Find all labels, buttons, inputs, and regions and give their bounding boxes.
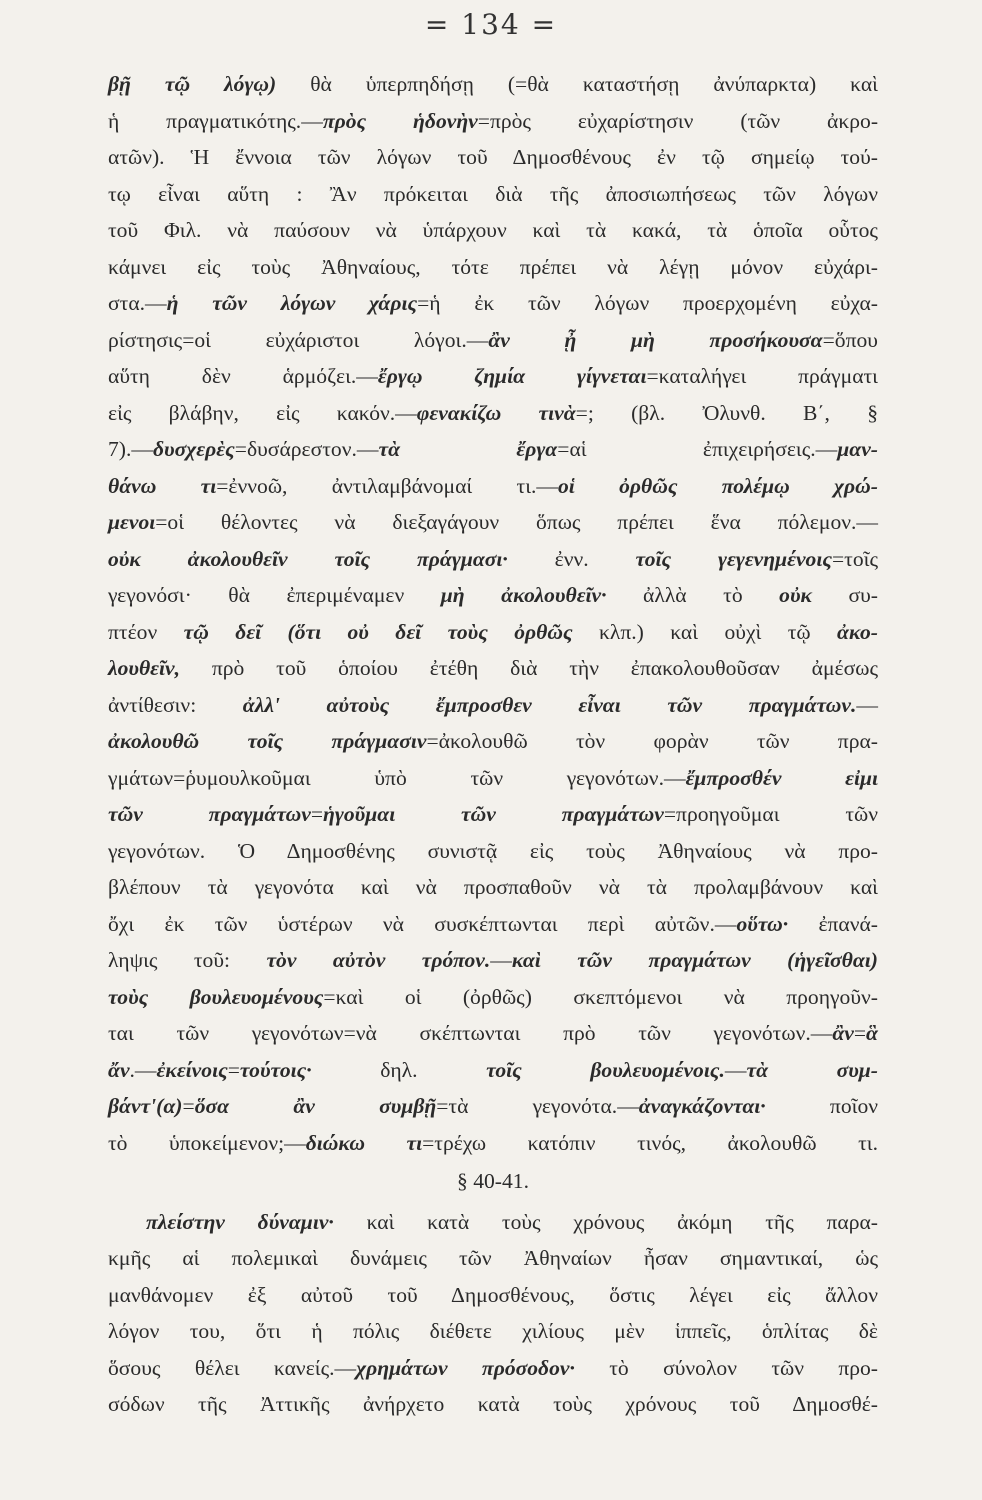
lemma-term: ἃ bbox=[866, 1021, 878, 1045]
text-line bbox=[108, 942, 878, 979]
lemma-term: πλείστην δύναμιν· bbox=[146, 1209, 334, 1234]
text-line bbox=[108, 906, 878, 943]
text-line bbox=[108, 1088, 878, 1125]
lemma-term: ἀλλ' αὐτοὺς ἔμπροσθεν εἶναι τῶν πραγμάτων. bbox=[242, 692, 857, 717]
text-line bbox=[108, 1313, 878, 1350]
lemma-term: τοὺς βουλευομένους bbox=[108, 984, 324, 1009]
gloss-text: — bbox=[724, 1057, 747, 1082]
text-line bbox=[108, 577, 878, 614]
text-line bbox=[108, 723, 878, 760]
gloss-text: =προηγοῦμαι τῶν bbox=[663, 802, 878, 826]
lemma-term: χρημάτων πρόσοδον· bbox=[356, 1355, 575, 1380]
gloss-text: — bbox=[490, 948, 512, 972]
gloss-text: =αἱ ἐπιχειρήσεις.— bbox=[557, 437, 838, 461]
text-line bbox=[108, 1240, 878, 1277]
lemma-term: ἂν bbox=[832, 1021, 854, 1045]
gloss-text: ἐπανά- bbox=[788, 911, 878, 936]
gloss-text: =καταλήγει πράγματι bbox=[646, 364, 878, 388]
lemma-term: διώκω τι bbox=[305, 1130, 423, 1155]
body-text bbox=[108, 66, 878, 1423]
gloss-text: 7).— bbox=[108, 437, 153, 461]
text-line bbox=[108, 358, 878, 395]
gloss-text: = bbox=[182, 1094, 195, 1118]
gloss-text: =τοῖς bbox=[832, 546, 879, 571]
gloss-text: — bbox=[856, 692, 878, 717]
lemma-term: βάντ'(α) bbox=[108, 1094, 183, 1118]
lemma-term: ἐκείνοις bbox=[156, 1057, 228, 1082]
gloss-text: =καὶ οἱ (ὀρθῶς) σκεπτόμενοι νὰ προηγοῦν- bbox=[323, 984, 879, 1009]
lemma-term: τῷ δεῖ (ὅτι οὐ δεῖ τοὺς ὀρθῶς bbox=[183, 619, 573, 644]
lemma-term: τοῖς βουλευομένοις. bbox=[486, 1057, 725, 1082]
text-line bbox=[108, 1350, 878, 1387]
lemma-term: πρὸς ἡδονὴν bbox=[322, 108, 478, 133]
gloss-text: ληψις τοῦ: bbox=[108, 948, 267, 972]
lemma-term: ἀκολουθῶ τοῖς πράγμασιν bbox=[108, 729, 427, 753]
lemma-term: μὴ ἀκολουθεῖν· bbox=[440, 583, 607, 607]
text-line bbox=[108, 1015, 878, 1052]
text-line bbox=[108, 66, 878, 103]
gloss-text: ρίστησις=οἱ εὐχάριστοι λόγοι.— bbox=[108, 327, 489, 352]
lemma-term: ἀκο- bbox=[837, 619, 878, 644]
lemma-term: οὐκ ἀκολουθεῖν τοῖς πράγμασι· bbox=[108, 546, 508, 571]
text-line bbox=[108, 1052, 878, 1089]
gloss-text: τὸ ὑποκείμενον;— bbox=[108, 1130, 306, 1155]
gloss-text: ἀντίθεσιν: bbox=[108, 692, 243, 717]
gloss-text: τὸ σύνολον τῶν προ- bbox=[574, 1355, 878, 1380]
gloss-text: κάμνει εἰς τοὺς Ἀθηναίους, τότε πρέπει νὰ λέγῃ μόνον εὐχάρι- bbox=[108, 254, 878, 279]
text-line bbox=[108, 1386, 878, 1423]
gloss-text: κλπ.) καὶ οὐχὶ τῷ bbox=[572, 619, 838, 644]
lemma-term: μαν- bbox=[837, 437, 878, 461]
gloss-text: πρὸ τοῦ ὁποίου ἐτέθη διὰ τὴν ἐπακολουθοῦσαν ἀμέσως bbox=[180, 656, 878, 680]
gloss-text: αὕτη δὲν ἁρμόζει.— bbox=[108, 364, 378, 388]
lemma-term: μενοι bbox=[108, 510, 156, 534]
gloss-text: = bbox=[227, 1057, 240, 1082]
lemma-term: οἱ ὀρθῶς πολέμῳ χρώ- bbox=[558, 473, 878, 498]
text-line bbox=[108, 468, 878, 505]
text-line bbox=[108, 212, 878, 249]
lemma-term: φενακίζω τινὰ bbox=[416, 400, 576, 425]
page-number: = 134 = bbox=[424, 8, 558, 41]
lemma-term: καὶ τῶν πραγμάτων (ἡγεῖσθαι) bbox=[511, 948, 878, 972]
gloss-text: =τρέχω κατόπιν τινός, ἀκολουθῶ τι. bbox=[422, 1130, 878, 1155]
gloss-text: καὶ κατὰ τοὺς χρόνους ἀκόμη τῆς παρα- bbox=[333, 1209, 878, 1234]
text-line bbox=[108, 139, 878, 176]
gloss-text: = bbox=[853, 1021, 867, 1045]
gloss-text: =δυσάρεστον.— bbox=[234, 437, 379, 461]
gloss-text: θὰ ὑπερπηδήσῃ (=θὰ καταστήσῃ ἀνύπαρκτα) καὶ bbox=[276, 72, 878, 96]
gloss-text: ὅσους θέλει κανείς.— bbox=[108, 1355, 357, 1380]
gloss-text: γεγονόσι· θὰ ἐπεριμέναμεν bbox=[108, 583, 441, 607]
gloss-text: =ἀκολουθῶ τὸν φορὰν τῶν πρα- bbox=[426, 729, 878, 753]
gloss-text: πτέον bbox=[108, 619, 184, 644]
gloss-text: στα.— bbox=[108, 291, 167, 315]
gloss-text: =ἐννοῶ, ἀντιλαμβάνομαί τι.— bbox=[216, 473, 558, 498]
lemma-term: οὐκ bbox=[779, 583, 812, 607]
lemma-term: τὰ συμ- bbox=[746, 1057, 878, 1082]
text-line bbox=[108, 687, 878, 724]
lemma-term: ἄν bbox=[108, 1057, 130, 1082]
text-line bbox=[108, 395, 878, 432]
gloss-text: γμάτων=ῥυμουλκοῦμαι ὑπὸ τῶν γεγονότων.— bbox=[108, 765, 686, 790]
commentary-paragraph-2 bbox=[108, 1204, 878, 1423]
lemma-term: βῇ τῷ λόγῳ) bbox=[108, 72, 277, 96]
text-line bbox=[108, 1125, 878, 1162]
gloss-text: σόδων τῆς Ἀττικῆς ἀνήρχετο κατὰ τοὺς χρόνους τοῦ Δημοσθέ- bbox=[108, 1392, 878, 1416]
gloss-text: τοῦ Φιλ. νὰ παύσουν νὰ ὑπάρχουν καὶ τὰ κακά, τὰ ὁποῖα οὗτος bbox=[108, 218, 878, 242]
lemma-term: ὅσα ἂν συμβῇ bbox=[194, 1094, 437, 1118]
text-line bbox=[108, 979, 878, 1016]
lemma-term: ἂν ᾖ μὴ προσήκουσα bbox=[488, 327, 823, 352]
gloss-text: ἀλλὰ τὸ bbox=[606, 583, 780, 607]
gloss-text: =πρὸς εὐχαρίστησιν (τῶν ἀκρο- bbox=[477, 108, 879, 133]
gloss-text: βλέπουν τὰ γεγονότα καὶ νὰ προσπαθοῦν νὰ τὰ προλαμβάνουν καὶ bbox=[108, 875, 878, 899]
lemma-term: ἡ τῶν λόγων χάρις bbox=[166, 291, 418, 315]
text-line bbox=[108, 1277, 878, 1314]
text-line bbox=[108, 431, 878, 468]
gloss-text: ται τῶν γεγονότων=νὰ σκέπτωνται πρὸ τῶν γεγονότων.— bbox=[108, 1021, 833, 1045]
lemma-term: ἡγοῦμαι τῶν πραγμάτων bbox=[323, 802, 664, 826]
lemma-term: τούτοις· bbox=[239, 1057, 312, 1082]
gloss-text: ατῶν). Ἡ ἔννοια τῶν λόγων τοῦ Δημοσθένους ἐν τῷ σημείῳ τού- bbox=[108, 145, 878, 169]
lemma-term: τοῖς γεγενημένοις bbox=[635, 546, 832, 571]
gloss-text: =τὰ γεγονότα.— bbox=[436, 1094, 639, 1118]
gloss-text: γεγονότων. Ὁ Δημοσθένης συνιστᾷ εἰς τοὺς Ἀθηναίους νὰ προ- bbox=[108, 838, 878, 863]
gloss-text: λόγον του, ὅτι ἡ πόλις διέθετε χιλίους μὲν ἱππεῖς, ὁπλίτας δὲ bbox=[108, 1319, 878, 1343]
text-line bbox=[108, 322, 878, 359]
gloss-text: ὄχι ἐκ τῶν ὑστέρων νὰ συσκέπτωνται περὶ αὐτῶν.— bbox=[108, 911, 737, 936]
gloss-text: εἰς βλάβην, εἰς κακόν.— bbox=[108, 400, 417, 425]
text-line bbox=[108, 796, 878, 833]
text-line bbox=[108, 103, 878, 140]
text-line bbox=[108, 650, 878, 687]
lemma-term: ἔμπροσθέν εἰμι bbox=[685, 765, 878, 790]
gloss-text: μανθάνομεν ἐξ αὐτοῦ τοῦ Δημοσθένους, ὅστις λέγει εἰς ἄλλον bbox=[108, 1282, 878, 1307]
gloss-text: κμῆς αἱ πολεμικαὶ δυνάμεις τῶν Ἀθηναίων ἦσαν σημαντικαί, ὡς bbox=[108, 1246, 878, 1270]
section-heading: § 40-41. bbox=[457, 1169, 529, 1193]
gloss-text: =ἡ ἐκ τῶν λόγων προερχομένη εὐχα- bbox=[417, 291, 878, 315]
text-line bbox=[108, 833, 878, 870]
gloss-text: δηλ. bbox=[311, 1057, 487, 1082]
lemma-term: δυσχερὲς bbox=[152, 437, 235, 461]
lemma-term: τῶν πραγμάτων bbox=[108, 802, 311, 826]
gloss-text: τῳ εἶναι αὕτη : Ἂν πρόκειται διὰ τῆς ἀποσιωπήσεως τῶν λόγων bbox=[108, 181, 878, 206]
text-line bbox=[108, 285, 878, 322]
text-line bbox=[108, 249, 878, 286]
lemma-term: θάνω τι bbox=[108, 473, 217, 498]
gloss-text: ἐνν. bbox=[507, 546, 636, 571]
text-line bbox=[108, 1204, 878, 1241]
text-line bbox=[108, 869, 878, 906]
gloss-text: ἡ πραγματικότης.— bbox=[108, 108, 323, 133]
lemma-term: τὸν αὐτὸν τρόπον. bbox=[266, 948, 491, 972]
gloss-text: =ὅπου bbox=[822, 327, 878, 352]
lemma-term: ἀναγκάζονται· bbox=[638, 1094, 766, 1118]
commentary-paragraph-1 bbox=[108, 66, 878, 1161]
text-line bbox=[108, 541, 878, 578]
lemma-term: οὕτω· bbox=[736, 911, 789, 936]
text-line bbox=[108, 614, 878, 651]
gloss-text: =; (βλ. Ὀλυνθ. Β΄, § bbox=[575, 400, 878, 425]
text-line bbox=[108, 176, 878, 213]
gloss-text: συ- bbox=[811, 583, 878, 607]
lemma-term: λουθεῖν, bbox=[108, 656, 181, 680]
gloss-text: .— bbox=[129, 1057, 157, 1082]
gloss-text: ποῖον bbox=[765, 1094, 878, 1118]
text-line bbox=[108, 760, 878, 797]
lemma-term: τὰ ἔργα bbox=[378, 437, 558, 461]
gloss-text: =οἱ θέλοντες νὰ διεξαγάγουν ὅπως πρέπει ἕνα πόλεμον.— bbox=[155, 510, 878, 534]
gloss-text: = bbox=[310, 802, 324, 826]
lemma-term: ἔργῳ ζημία γίγνεται bbox=[377, 364, 647, 388]
text-line bbox=[108, 504, 878, 541]
